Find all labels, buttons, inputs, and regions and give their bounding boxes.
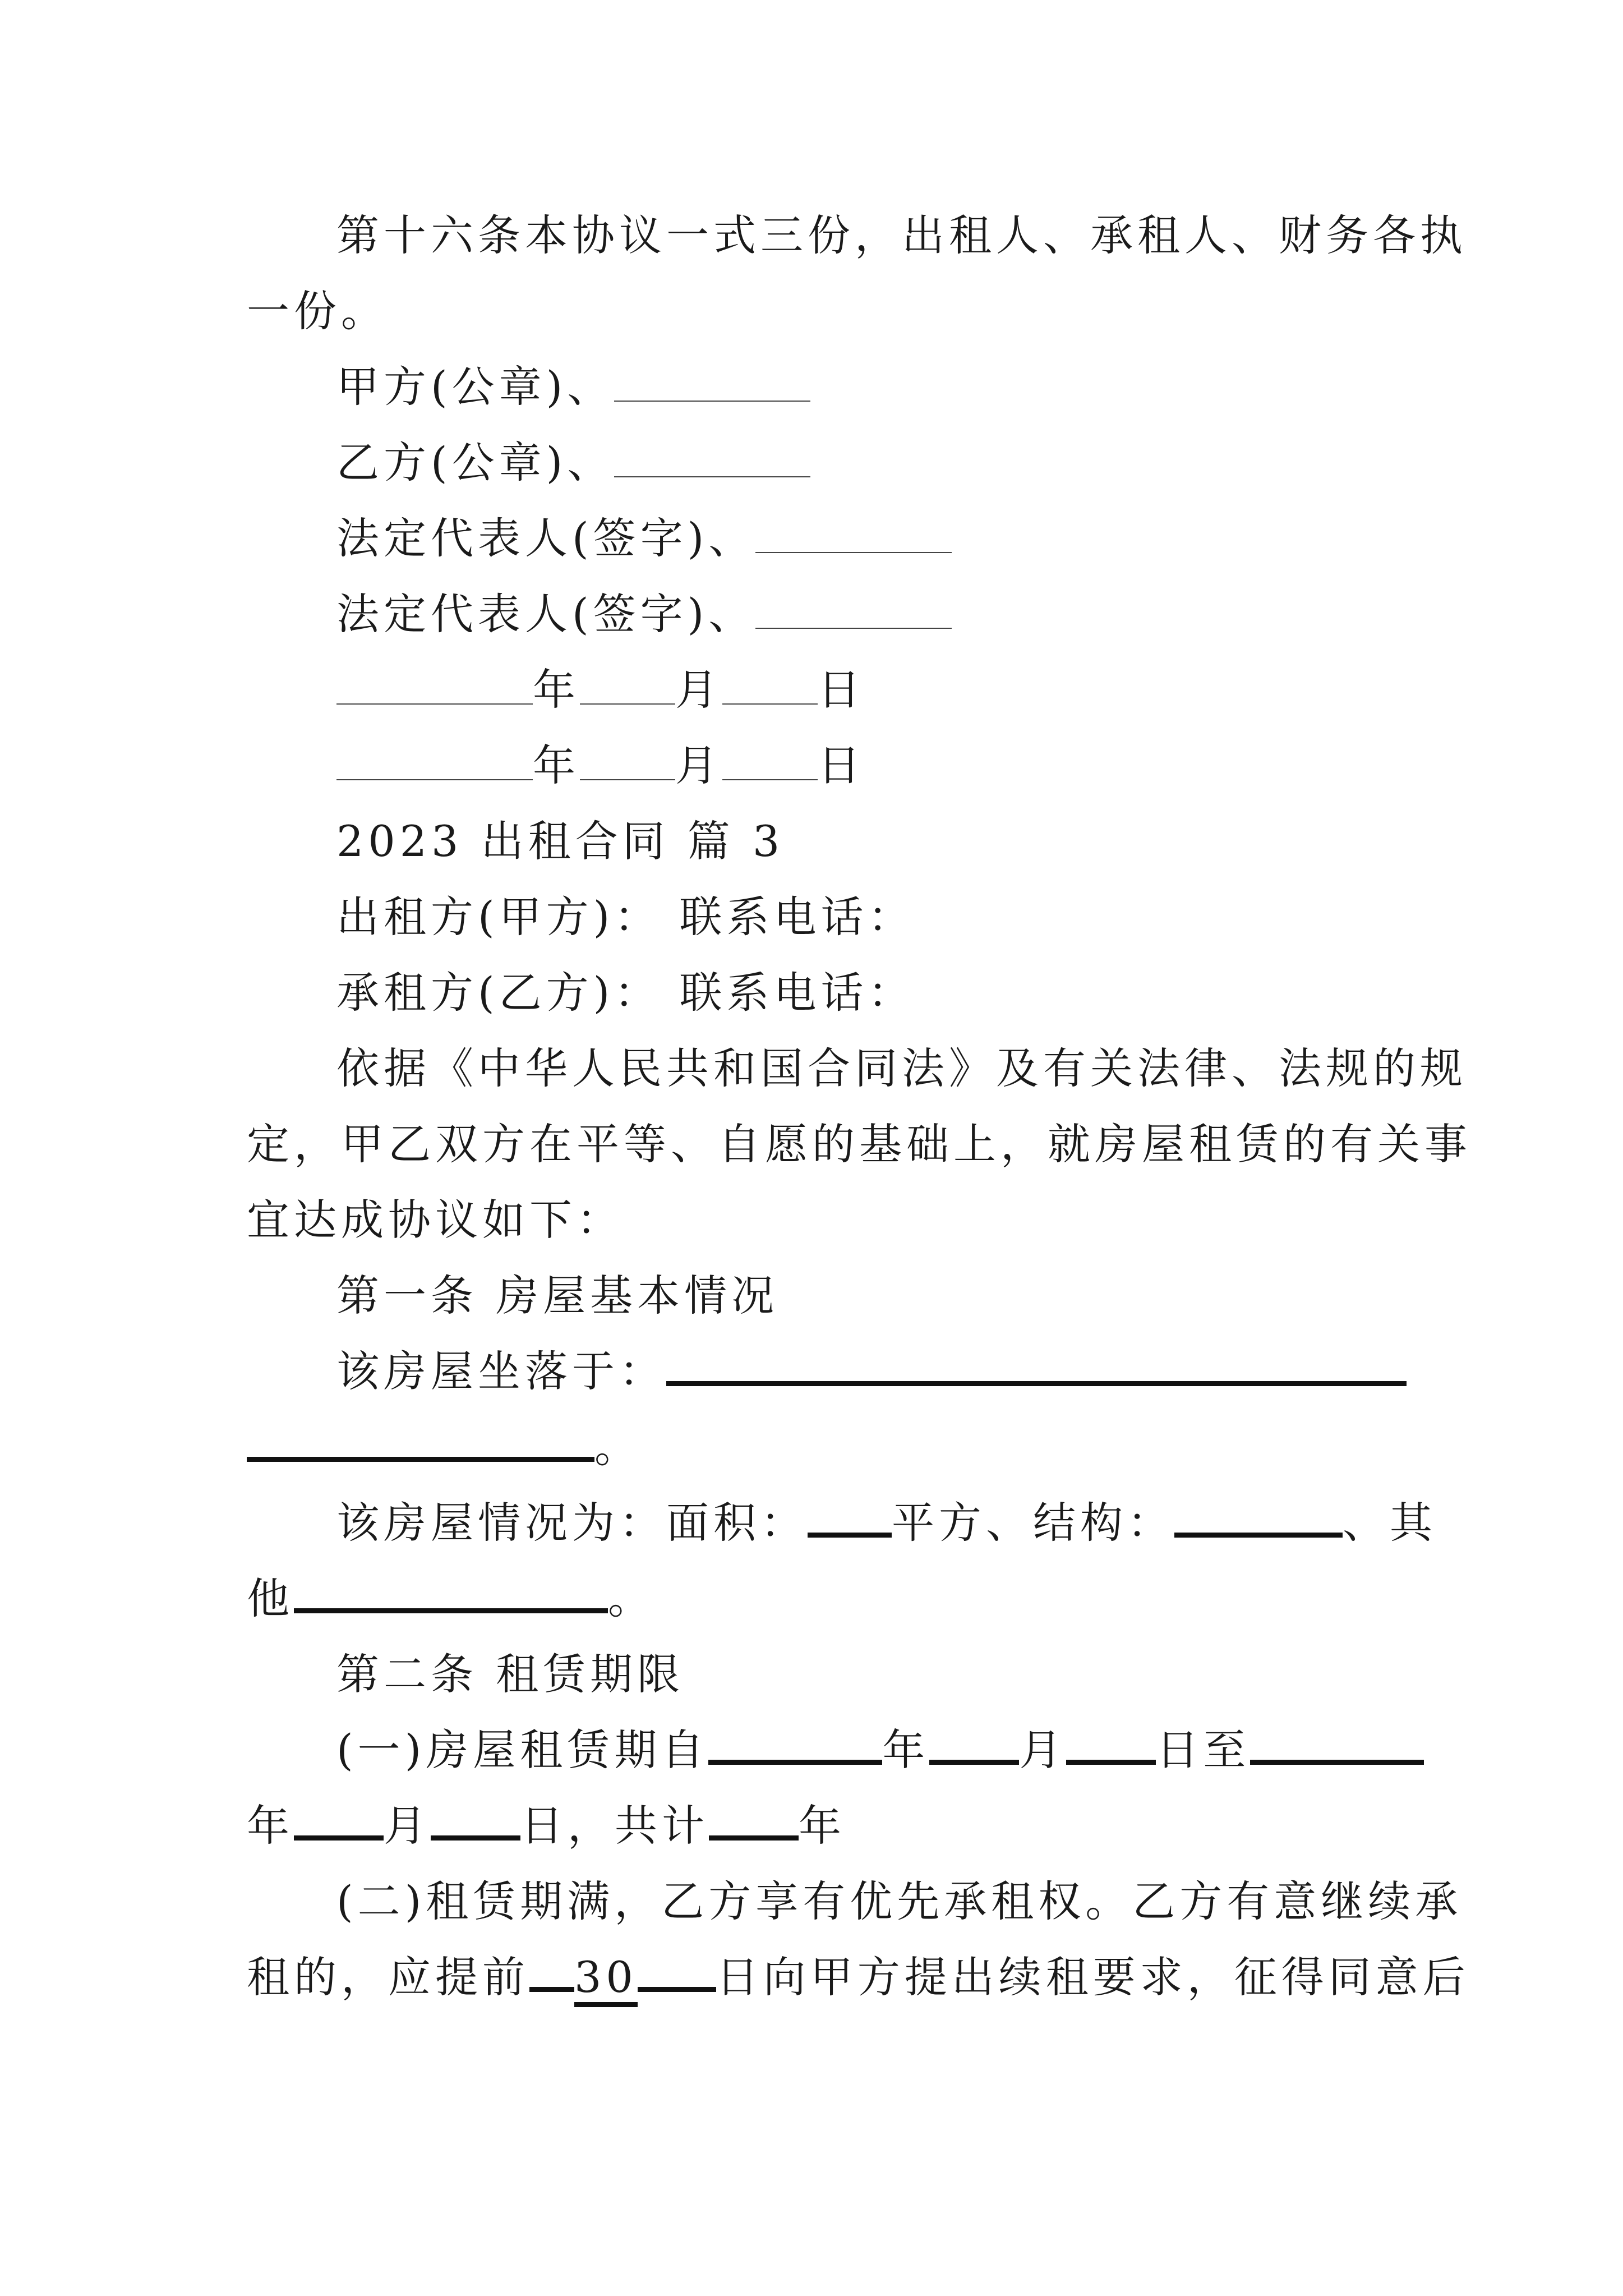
party-b-seal-line <box>336 435 1481 491</box>
month-label: 月 <box>675 665 722 715</box>
start-year-blank <box>708 1726 882 1765</box>
article1-heading <box>336 1268 1481 1324</box>
day-label: 日 <box>818 665 865 715</box>
other-blank <box>294 1575 608 1613</box>
label: 他 <box>247 1573 294 1623</box>
renewal-line-2 <box>247 1949 1470 2005</box>
basis-paragraph-3 <box>247 1192 1391 1248</box>
location-line <box>336 1343 1481 1400</box>
label: 该房屋情况为：面积： <box>336 1498 808 1548</box>
start-month-blank <box>929 1726 1019 1765</box>
area-blank <box>808 1499 892 1538</box>
legal-rep-a-line <box>336 510 1481 567</box>
basis-paragraph-1 <box>336 1041 1481 1097</box>
article2-heading <box>336 1646 1481 1703</box>
period: 。 <box>594 1422 642 1472</box>
lessor-line <box>336 889 1481 945</box>
text: 依据《中华人民共和国合同法》及有关法律、法规的规 <box>336 1043 1467 1093</box>
text: 一份。 <box>247 286 388 336</box>
text: 第二条 租赁期限 <box>336 1649 685 1699</box>
year-blank <box>336 746 533 780</box>
year-label: 年 <box>533 665 580 715</box>
period: 。 <box>608 1573 655 1623</box>
year-label: 年 <box>533 740 580 790</box>
paragraph-article16-cont <box>247 283 1391 339</box>
condition-line <box>336 1495 1481 1551</box>
date-line-b <box>336 738 1481 794</box>
location-blank <box>247 1423 594 1462</box>
text: 出租方(甲方)： 联系电话： <box>336 892 915 942</box>
section-title <box>336 813 1481 869</box>
text: 承租方(乙方)： 联系电话： <box>336 968 915 1018</box>
paragraph-article16 <box>336 208 1481 264</box>
month-blank <box>580 746 675 780</box>
year-blank <box>336 670 533 705</box>
text: 第十六条本协议一式三份，出租人、承租人、财务各执 <box>336 210 1467 260</box>
label: 、其 <box>1343 1498 1437 1548</box>
year-label: 年 <box>882 1725 930 1775</box>
day-blank <box>722 746 818 780</box>
day-label: 日 <box>818 740 865 790</box>
location-blank <box>666 1347 1407 1386</box>
start-day-blank <box>1066 1726 1156 1765</box>
total-years-blank <box>709 1802 799 1841</box>
month-label: 月 <box>1019 1725 1067 1775</box>
legal-rep-b-line <box>336 586 1481 642</box>
month-label: 月 <box>384 1801 431 1851</box>
party-a-seal-line <box>336 359 1481 415</box>
signature-blank <box>755 594 952 629</box>
condition-line-cont <box>247 1571 1391 1627</box>
signature-blank <box>614 367 810 402</box>
label: 日向甲方提出续租要求，征得同意后 <box>716 1952 1470 2002</box>
end-month-blank <box>294 1802 384 1841</box>
date-line-a <box>336 662 1481 718</box>
label: 甲方(公章)、 <box>336 362 615 412</box>
lessee-line <box>336 965 1481 1021</box>
day-blank <box>722 670 818 705</box>
signature-blank <box>614 443 810 477</box>
label: 日至 <box>1156 1725 1251 1775</box>
label: 法定代表人(签字)、 <box>336 513 756 563</box>
year-label: 年 <box>247 1801 294 1851</box>
notice-blank-right <box>638 1953 716 1992</box>
notice-blank-left <box>529 1953 574 1992</box>
term-line-2 <box>247 1798 1391 1854</box>
label: 平方、结构： <box>892 1498 1174 1548</box>
label: 该房屋坐落于： <box>336 1346 666 1396</box>
basis-paragraph-2 <box>247 1116 1472 1172</box>
end-day-blank <box>431 1802 520 1841</box>
label: 法定代表人(签字)、 <box>336 589 756 639</box>
end-year-blank <box>1250 1726 1424 1765</box>
text: 定，甲乙双方在平等、自愿的基础上，就房屋租赁的有关事 <box>247 1119 1472 1169</box>
signature-blank <box>755 518 952 553</box>
label: 租的，应提前 <box>247 1952 529 2002</box>
notice-days-value: 30 <box>574 1952 638 2007</box>
structure-blank <box>1174 1499 1343 1538</box>
text: (二)租赁期满，乙方享有优先承租权。乙方有意继续承 <box>336 1876 1463 1926</box>
month-label: 月 <box>675 740 722 790</box>
location-line-cont <box>247 1419 1391 1475</box>
title-text: 2023 出租合同 篇 3 <box>336 816 785 866</box>
term-line-1 <box>336 1722 1481 1778</box>
text: 宜达成协议如下： <box>247 1195 624 1245</box>
label: (一)房屋租赁期自 <box>336 1725 709 1775</box>
label: 日，共计 <box>520 1801 709 1851</box>
label: 乙方(公章)、 <box>336 438 615 487</box>
year-label: 年 <box>799 1801 846 1851</box>
renewal-line-1 <box>336 1874 1481 1930</box>
month-blank <box>580 670 675 705</box>
text: 第一条 房屋基本情况 <box>336 1271 779 1320</box>
